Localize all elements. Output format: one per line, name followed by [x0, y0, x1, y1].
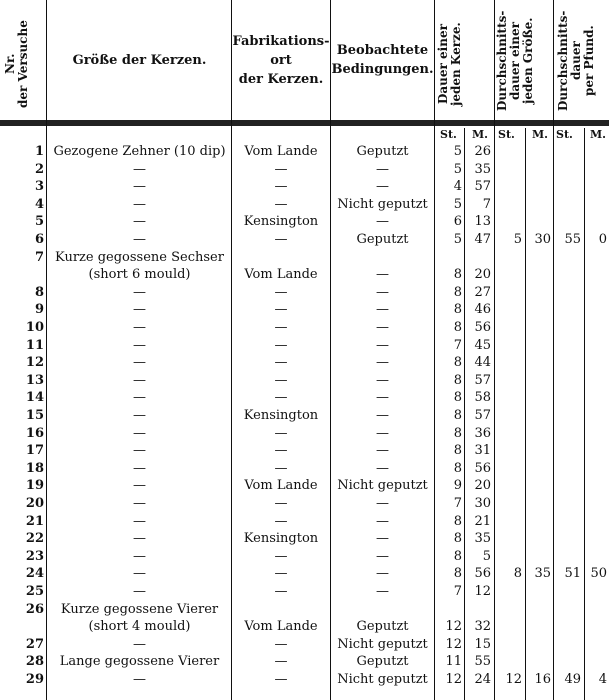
cell-ort: —	[274, 513, 288, 529]
cell-bed: Nicht geputzt	[337, 478, 428, 494]
cell-ort: Vom Lande	[244, 144, 318, 159]
cell-nr: 9	[34, 302, 44, 318]
cell-nr: 11	[25, 337, 44, 353]
cell-nr: 26	[25, 601, 44, 617]
cell-durch-m: 35	[534, 566, 551, 582]
cell-dauer-m: 32	[474, 619, 491, 635]
cell-dauer-m: 57	[474, 408, 491, 423]
cell-nr: 13	[25, 372, 44, 388]
table-row	[0, 266, 609, 284]
cell-size: —	[133, 372, 146, 388]
table-row	[0, 530, 609, 548]
header-bedingungen: Beobachtete Bedingungen.	[331, 43, 434, 77]
cell-nr: 19	[25, 478, 44, 494]
cell-dauer-m: 36	[474, 425, 491, 441]
table-row	[0, 618, 609, 636]
cell-nr: 18	[25, 460, 44, 476]
cell-nr: 1	[34, 144, 44, 159]
cell-ort: —	[274, 179, 288, 195]
cell-dauer-st: 7	[453, 337, 462, 353]
cell-size: —	[133, 566, 146, 582]
table-row	[0, 161, 609, 179]
cell-bed: Geputzt	[356, 619, 409, 635]
table-row	[0, 671, 609, 689]
cell-dauer-st: 8	[453, 408, 462, 423]
cell-ort: —	[274, 425, 288, 441]
cell-dauer-st: 8	[453, 566, 462, 582]
cell-dauer-st: 8	[453, 372, 462, 388]
cell-nr: 24	[25, 566, 44, 582]
cell-nr: 23	[25, 548, 44, 564]
cell-ort: Kensington	[243, 531, 319, 547]
cell-nr: 29	[25, 672, 44, 687]
cell-size: —	[133, 355, 146, 371]
cell-bed: —	[376, 302, 389, 318]
cell-dauer-m: 5	[482, 548, 491, 564]
cell-durch-m: 30	[534, 232, 551, 247]
unit-dauer-m: M.	[472, 128, 489, 141]
cell-dauer-m: 35	[474, 531, 491, 547]
cell-dauer-m: 56	[474, 460, 491, 476]
table-row	[0, 337, 609, 355]
table-row	[0, 354, 609, 372]
unit-durch-m: M.	[532, 128, 549, 141]
cell-ort: —	[274, 566, 288, 582]
cell-bed: —	[376, 425, 389, 441]
table-row	[0, 495, 609, 513]
cell-dauer-m: 31	[474, 443, 491, 459]
cell-dauer-st: 8	[453, 355, 462, 371]
cell-nr: 3	[34, 179, 44, 195]
cell-nr: 7	[34, 249, 44, 265]
cell-nr: 8	[34, 284, 44, 300]
cell-ort: —	[274, 372, 288, 388]
cell-pfund-st: 51	[564, 566, 581, 582]
cell-nr: 20	[25, 496, 44, 511]
cell-bed: —	[376, 496, 389, 511]
table-row	[0, 425, 609, 443]
table-row	[0, 389, 609, 407]
cell-size: —	[133, 460, 146, 476]
cell-bed: Nicht geputzt	[337, 196, 428, 212]
cell-dauer-st: 4	[453, 179, 462, 195]
cell-dauer-st: 9	[453, 478, 462, 494]
cell-ort: —	[274, 636, 288, 652]
cell-bed: —	[376, 372, 389, 388]
cell-ort: —	[274, 584, 288, 599]
cell-ort: Vom Lande	[244, 619, 318, 635]
cell-ort: —	[274, 548, 288, 564]
cell-ort: —	[274, 284, 288, 300]
cell-ort: —	[274, 654, 288, 670]
cell-bed: —	[376, 284, 389, 300]
cell-pfund-st: 55	[564, 232, 581, 247]
cell-dauer-st: 12	[445, 619, 462, 635]
table-row	[0, 513, 609, 531]
header-groesse: Größe der Kerzen.	[72, 52, 207, 68]
cell-dauer-m: 58	[474, 390, 491, 406]
cell-dauer-st: 8	[453, 284, 462, 300]
cell-nr: 21	[25, 513, 44, 529]
cell-size: Kurze gegossene Vierer	[60, 601, 219, 617]
cell-nr: 4	[34, 196, 44, 212]
cell-durch-m: 16	[534, 672, 551, 687]
unit-pfund-m: M.	[590, 128, 607, 141]
cell-bed: —	[376, 161, 389, 177]
cell-pfund-st: 49	[564, 672, 581, 687]
cell-nr: 16	[25, 425, 44, 441]
cell-size: —	[133, 196, 146, 212]
cell-dauer-m: 57	[474, 179, 491, 195]
cell-ort: Kensington	[243, 408, 319, 423]
cell-dauer-m: 26	[474, 144, 491, 159]
cell-dauer-st: 6	[453, 214, 462, 230]
cell-ort: —	[274, 443, 288, 459]
cell-dauer-st: 12	[445, 672, 462, 687]
table-row	[0, 477, 609, 495]
table-row	[0, 565, 609, 583]
cell-bed: —	[376, 355, 389, 371]
cell-ort: —	[274, 232, 288, 247]
cell-pfund-m: 50	[590, 566, 607, 582]
cell-dauer-m: 24	[474, 672, 491, 687]
cell-bed: Nicht geputzt	[337, 672, 428, 687]
cell-ort: —	[274, 460, 288, 476]
cell-ort: Vom Lande	[244, 267, 318, 283]
cell-bed: Geputzt	[356, 232, 409, 247]
cell-dauer-st: 8	[453, 425, 462, 441]
cell-dauer-m: 20	[474, 267, 491, 283]
cell-bed: —	[376, 214, 389, 230]
cell-bed: —	[376, 390, 389, 406]
cell-bed: —	[376, 179, 389, 195]
cell-dauer-m: 57	[474, 372, 491, 388]
cell-size: —	[133, 636, 146, 652]
cell-size: —	[133, 232, 146, 247]
cell-nr: 12	[25, 355, 44, 371]
cell-dauer-m: 12	[474, 584, 491, 599]
cell-size: —	[133, 425, 146, 441]
cell-nr: 27	[25, 636, 44, 652]
cell-dauer-st: 8	[453, 531, 462, 547]
cell-bed: —	[376, 460, 389, 476]
cell-nr: 17	[25, 443, 44, 459]
cell-size: Lange gegossene Vierer	[59, 654, 220, 670]
table-row	[0, 583, 609, 601]
cell-dauer-st: 8	[453, 513, 462, 529]
cell-bed: Nicht geputzt	[337, 636, 428, 652]
cell-ort: —	[274, 672, 288, 687]
cell-dauer-st: 8	[453, 460, 462, 476]
cell-size: —	[133, 531, 146, 547]
cell-dauer-m: 56	[474, 566, 491, 582]
table-row	[0, 460, 609, 478]
cell-size: —	[133, 214, 146, 230]
table-row	[0, 601, 609, 619]
cell-size: —	[133, 320, 146, 335]
table-row	[0, 196, 609, 214]
cell-dauer-st: 8	[453, 443, 462, 459]
header-durchschnitt: Durchschnitts- dauer einer jeden Größe.	[495, 10, 535, 112]
cell-dauer-m: 13	[474, 214, 491, 230]
cell-nr: 15	[25, 408, 44, 423]
table-row	[0, 284, 609, 302]
header-pfund: Durchschnitts- dauer per Pfund.	[556, 10, 596, 112]
cell-size: —	[133, 496, 146, 511]
cell-size: —	[133, 584, 146, 599]
cell-ort: Vom Lande	[244, 478, 318, 494]
cell-dauer-m: 46	[474, 302, 491, 318]
unit-pfund-st: St.	[556, 128, 573, 141]
cell-dauer-m: 30	[474, 496, 491, 511]
cell-dauer-m: 35	[474, 161, 491, 177]
cell-ort: Kensington	[243, 214, 319, 230]
cell-bed: —	[376, 531, 389, 547]
cell-nr: 25	[25, 584, 44, 599]
cell-ort: —	[274, 196, 288, 212]
table-row	[0, 319, 609, 337]
cell-ort: —	[274, 390, 288, 406]
cell-nr: 28	[25, 654, 44, 670]
cell-size: (short 6 mould)	[88, 267, 191, 283]
cell-bed: —	[376, 566, 389, 582]
table-row	[0, 213, 609, 231]
header-dauer: Dauer einer jeden Kerze.	[436, 22, 463, 106]
unit-durch-st: St.	[498, 128, 515, 141]
cell-bed: Geputzt	[356, 654, 409, 670]
cell-dauer-m: 15	[474, 636, 491, 652]
cell-nr: 6	[34, 232, 44, 247]
cell-ort: —	[274, 355, 288, 371]
cell-pfund-m: 4	[598, 672, 607, 687]
cell-nr: 22	[25, 531, 44, 547]
cell-size: —	[133, 443, 146, 459]
table-row	[0, 407, 609, 425]
cell-size: —	[133, 337, 146, 353]
cell-size: —	[133, 161, 146, 177]
cell-dauer-st: 8	[453, 302, 462, 318]
cell-dauer-st: 8	[453, 320, 462, 335]
cell-nr: 2	[34, 161, 44, 177]
cell-durch-st: 5	[513, 232, 522, 247]
cell-size: —	[133, 408, 146, 423]
cell-dauer-st: 11	[445, 654, 462, 670]
cell-dauer-m: 56	[474, 320, 491, 335]
cell-size: —	[133, 478, 146, 494]
header-nr: Nr. der Versuche	[3, 20, 30, 108]
table-row	[0, 372, 609, 390]
cell-bed: —	[376, 267, 389, 283]
cell-dauer-st: 12	[445, 636, 462, 652]
cell-ort: —	[274, 302, 288, 318]
cell-size: —	[133, 513, 146, 529]
cell-size: —	[133, 179, 146, 195]
cell-bed: —	[376, 513, 389, 529]
cell-ort: —	[274, 161, 288, 177]
cell-dauer-m: 7	[482, 196, 491, 212]
cell-size: —	[133, 390, 146, 406]
cell-ort: —	[274, 337, 288, 353]
cell-bed: —	[376, 443, 389, 459]
cell-dauer-st: 5	[453, 196, 462, 212]
cell-durch-st: 8	[513, 566, 522, 582]
table-row	[0, 653, 609, 671]
cell-bed: —	[376, 548, 389, 564]
cell-size: Kurze gegossene Sechser	[55, 249, 224, 265]
cell-ort: —	[274, 320, 288, 335]
cell-size: (short 4 mould)	[88, 619, 191, 635]
unit-dauer-st: St.	[440, 128, 457, 141]
cell-dauer-m: 45	[474, 337, 491, 353]
cell-dauer-st: 8	[453, 548, 462, 564]
cell-bed: —	[376, 408, 389, 423]
header-fabrikation: Fabrikations- ort der Kerzen.	[232, 33, 330, 87]
units-row	[0, 128, 609, 144]
table-row	[0, 143, 609, 161]
table-row	[0, 178, 609, 196]
cell-dauer-st: 8	[453, 267, 462, 283]
cell-dauer-m: 27	[474, 284, 491, 300]
cell-dauer-st: 5	[453, 144, 462, 159]
cell-durch-st: 12	[505, 672, 522, 687]
cell-dauer-st: 7	[453, 584, 462, 599]
cell-dauer-m: 21	[474, 513, 491, 529]
cell-bed: —	[376, 584, 389, 599]
cell-bed: —	[376, 337, 389, 353]
cell-dauer-m: 55	[474, 654, 491, 670]
cell-size: —	[133, 548, 146, 564]
cell-bed: —	[376, 320, 389, 335]
cell-size: —	[133, 672, 146, 687]
table-row	[0, 636, 609, 654]
table-row	[0, 548, 609, 566]
table-row	[0, 249, 609, 267]
cell-dauer-st: 5	[453, 161, 462, 177]
cell-dauer-m: 47	[474, 232, 491, 247]
table-row	[0, 231, 609, 249]
table-row	[0, 442, 609, 460]
cell-size: —	[133, 284, 146, 300]
cell-dauer-st: 5	[453, 232, 462, 247]
cell-dauer-st: 7	[453, 496, 462, 511]
cell-dauer-m: 44	[474, 355, 491, 371]
cell-bed: Geputzt	[356, 144, 409, 159]
cell-nr: 5	[34, 214, 44, 230]
cell-nr: 10	[25, 320, 44, 335]
table-row	[0, 301, 609, 319]
cell-dauer-st: 8	[453, 390, 462, 406]
cell-size: Gezogene Zehner (10 dip)	[53, 144, 226, 159]
cell-dauer-m: 20	[474, 478, 491, 494]
header-divider	[0, 120, 609, 126]
cell-pfund-m: 0	[598, 232, 607, 247]
cell-nr: 14	[25, 390, 44, 406]
cell-size: —	[133, 302, 146, 318]
cell-ort: —	[274, 496, 288, 511]
